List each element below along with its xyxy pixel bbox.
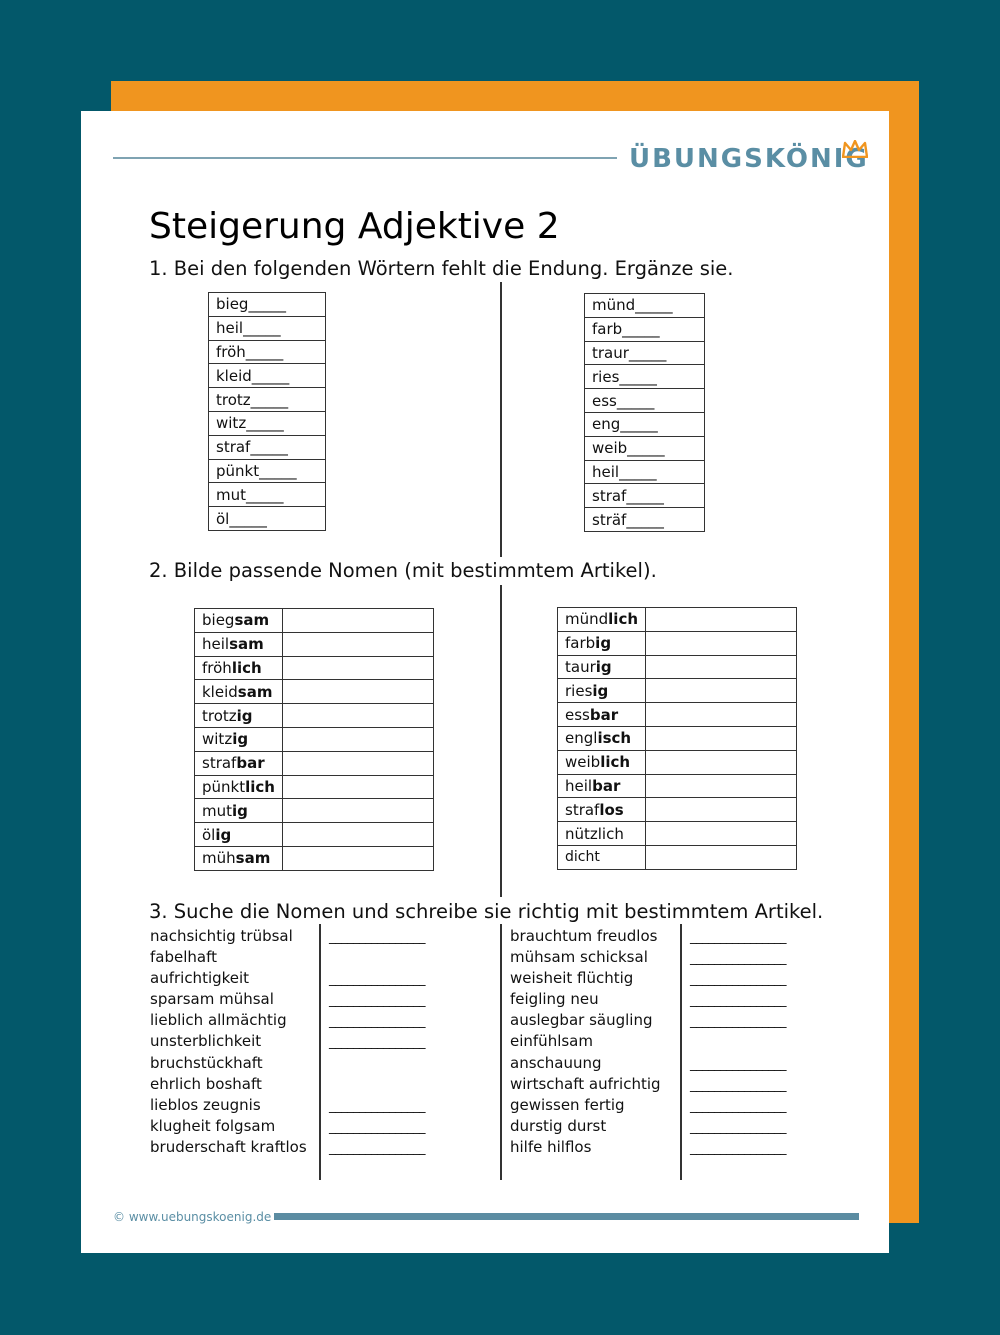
word-stem-cell[interactable]: ries_____ — [585, 365, 705, 389]
word-stem-cell[interactable]: witz_____ — [209, 411, 326, 435]
adjective-stem: heil — [202, 635, 230, 654]
table-row — [195, 656, 434, 680]
table-row — [209, 435, 326, 459]
answer-cell[interactable] — [646, 822, 797, 846]
adjective-cell — [195, 775, 283, 799]
word-stem-cell[interactable]: münd_____ — [585, 294, 705, 318]
adjective-stem: müh — [202, 849, 236, 868]
answer-row — [329, 1116, 425, 1137]
table-row — [209, 388, 326, 412]
word-pair: bruderschaft kraftlos — [150, 1137, 307, 1156]
adjective-suffix: ig — [232, 801, 248, 820]
answer-blank[interactable]: ________________ — [329, 1035, 425, 1051]
table-row — [209, 411, 326, 435]
adjective-suffix: ig — [232, 730, 249, 749]
answer-cell[interactable] — [646, 774, 797, 798]
word-stem-cell[interactable]: heil_____ — [209, 316, 326, 340]
answer-cell[interactable] — [646, 703, 797, 727]
answer-cell[interactable] — [282, 632, 433, 656]
adjective-stem: ess — [565, 705, 590, 724]
answer-row — [329, 1137, 425, 1158]
table-row — [558, 822, 797, 846]
word-pair: sparsam mühsal — [150, 990, 274, 1009]
answer-row — [329, 968, 425, 989]
word-pair: unsterblichkeit — [150, 1032, 262, 1051]
answer-row — [690, 1095, 786, 1116]
adjective-suffix: ig — [236, 706, 253, 725]
table-row — [558, 631, 797, 655]
word-stem-cell[interactable]: weib_____ — [585, 436, 705, 460]
task3-left-blanks — [329, 926, 425, 1158]
adjective-suffix: ig — [595, 634, 612, 653]
table-row — [558, 655, 797, 679]
answer-row — [329, 989, 425, 1010]
answer-cell[interactable] — [646, 798, 797, 822]
answer-cell[interactable] — [282, 609, 433, 633]
answer-row — [329, 926, 425, 947]
table-row — [195, 823, 434, 847]
adjective-cell — [558, 798, 646, 822]
adjective-stem: kleid — [202, 682, 238, 701]
adjective-cell — [558, 703, 646, 727]
adjective-cell — [558, 774, 646, 798]
word-stem-cell[interactable]: straf_____ — [209, 435, 326, 459]
task2-instruction: 2. Bilde passende Nomen (mit bestimmtem Artikel). — [149, 559, 657, 582]
column-divider — [319, 924, 321, 1180]
header-divider — [113, 157, 617, 159]
answer-cell[interactable] — [282, 680, 433, 704]
table-row — [209, 364, 326, 388]
table-row — [585, 294, 705, 318]
answer-blank[interactable]: ________________ — [690, 972, 786, 988]
adjective-stem: farb — [565, 634, 596, 653]
answer-cell[interactable] — [646, 750, 797, 774]
answer-blank[interactable]: ________________ — [329, 1014, 425, 1030]
task1-left-table — [208, 292, 326, 531]
answer-blank[interactable]: ________________ — [690, 1014, 786, 1030]
footer-bar — [274, 1213, 859, 1220]
adjective-stem: straf — [202, 754, 237, 773]
answer-row — [329, 1074, 425, 1095]
answer-row — [690, 1137, 786, 1158]
table-row — [195, 751, 434, 775]
worksheet — [81, 111, 889, 1253]
word-stem-cell[interactable]: sträf_____ — [585, 508, 705, 532]
answer-row — [690, 968, 786, 989]
answer-cell[interactable] — [282, 846, 433, 870]
table-row — [195, 609, 434, 633]
answer-row — [690, 1074, 786, 1095]
task1-right-table — [584, 293, 705, 532]
word-stem-cell[interactable]: trotz_____ — [209, 388, 326, 412]
adjective-cell — [558, 631, 646, 655]
word-pair: lieblos zeugnis — [150, 1095, 261, 1114]
answer-blank[interactable]: ________________ — [690, 951, 786, 967]
adjective-stem: münd — [565, 610, 609, 629]
word-stem-cell[interactable]: traur_____ — [585, 341, 705, 365]
adjective-stem: engl — [565, 729, 598, 748]
word-stem-cell[interactable]: ess_____ — [585, 389, 705, 413]
adjective-cell — [195, 680, 283, 704]
adjective-suffix: bar — [589, 705, 619, 724]
table-row — [585, 317, 705, 341]
adjective-suffix: sam — [229, 635, 264, 654]
answer-blank[interactable]: ________________ — [329, 1098, 425, 1114]
answer-cell[interactable] — [282, 775, 433, 799]
table-row — [209, 340, 326, 364]
word-pair: lieblich allmächtig — [150, 1011, 287, 1030]
word-stem-cell[interactable]: heil_____ — [585, 460, 705, 484]
answer-cell[interactable] — [646, 608, 797, 632]
adjective-suffix: bar — [236, 754, 265, 773]
word-stem-cell[interactable]: pünkt_____ — [209, 459, 326, 483]
answer-blank[interactable]: ________________ — [690, 1098, 786, 1114]
adjective-cell — [195, 704, 283, 728]
adjective-suffix: lich — [600, 753, 631, 772]
answer-cell[interactable] — [646, 679, 797, 703]
answer-cell[interactable] — [282, 799, 433, 823]
adjective-stem: nützlich — [565, 824, 624, 843]
adjective-stem: fröh — [202, 658, 232, 677]
adjective-stem: dicht — [565, 849, 600, 866]
table-row — [195, 727, 434, 751]
answer-row — [690, 1031, 786, 1052]
adjective-cell — [195, 799, 283, 823]
adjective-suffix: sam — [235, 849, 271, 868]
word-pair: klugheit folgsam — [150, 1116, 276, 1135]
adjective-cell — [195, 823, 283, 847]
table-row — [585, 460, 705, 484]
word-pair: bruchstückhaft — [150, 1053, 263, 1072]
answer-row — [329, 1053, 425, 1074]
answer-cell[interactable] — [282, 727, 433, 751]
word-stem-cell[interactable]: öl_____ — [209, 507, 326, 531]
task3-right-words — [510, 926, 661, 1158]
word-pair: anschauung — [510, 1053, 602, 1072]
adjective-cell — [195, 846, 283, 870]
brand-logo: ÜBUNGSKÖNIG — [629, 144, 869, 174]
answer-row — [690, 989, 786, 1010]
answer-row — [329, 1010, 425, 1031]
answer-row — [329, 1095, 425, 1116]
word-pair: hilfe hilflos — [510, 1137, 592, 1156]
word-pair: mühsam schicksal — [510, 948, 648, 967]
answer-blank[interactable]: ________________ — [690, 1077, 786, 1093]
table-row — [195, 632, 434, 656]
answer-blank[interactable]: ________________ — [690, 1119, 786, 1135]
word-pair: aufrichtigkeit — [150, 969, 250, 988]
word-pair: weisheit flüchtig — [510, 969, 634, 988]
table-row — [558, 750, 797, 774]
adjective-suffix: lich — [231, 658, 262, 677]
answer-blank[interactable]: ________________ — [329, 1119, 425, 1135]
answer-cell[interactable] — [646, 655, 797, 679]
table-row — [585, 412, 705, 436]
crown-icon — [842, 140, 868, 158]
word-pair: gewissen fertig — [510, 1095, 625, 1114]
adjective-stem: taur — [565, 657, 596, 676]
adjective-stem: öl — [202, 825, 216, 844]
word-pair: einfühlsam — [510, 1032, 593, 1051]
table-row — [209, 483, 326, 507]
adjective-cell — [195, 609, 283, 633]
adjective-stem: pünkt — [202, 777, 246, 796]
footer-url: © www.uebungskoenig.de — [113, 1210, 272, 1224]
adjective-cell — [558, 726, 646, 750]
answer-cell[interactable] — [646, 845, 797, 869]
word-pair: feigling neu — [510, 990, 599, 1009]
table-row — [195, 704, 434, 728]
column-divider — [500, 585, 502, 897]
adjective-cell — [195, 632, 283, 656]
adjective-stem: straf — [565, 800, 600, 819]
word-pair: ehrlich boshaft — [150, 1074, 262, 1093]
table-row — [195, 799, 434, 823]
answer-row — [690, 1053, 786, 1074]
column-divider — [500, 282, 502, 557]
column-divider — [500, 924, 502, 1180]
table-row — [585, 389, 705, 413]
answer-cell[interactable] — [282, 751, 433, 775]
answer-cell[interactable] — [282, 823, 433, 847]
answer-row — [329, 1031, 425, 1052]
word-stem-cell[interactable]: fröh_____ — [209, 340, 326, 364]
table-row — [209, 293, 326, 317]
answer-row — [690, 926, 786, 947]
answer-blank[interactable]: ________________ — [690, 1056, 786, 1072]
answer-row — [329, 947, 425, 968]
table-row — [558, 703, 797, 727]
adjective-suffix: ig — [595, 657, 612, 676]
table-row — [558, 845, 797, 869]
adjective-suffix: bar — [592, 776, 621, 795]
answer-row — [690, 947, 786, 968]
word-stem-cell[interactable]: mut_____ — [209, 483, 326, 507]
task1-instruction: 1. Bei den folgenden Wörtern fehlt die Endung. Ergänze sie. — [149, 257, 734, 280]
word-stem-cell[interactable]: farb_____ — [585, 317, 705, 341]
adjective-suffix: isch — [597, 729, 632, 748]
adjective-suffix: ig — [592, 681, 609, 700]
answer-cell[interactable] — [282, 704, 433, 728]
adjective-stem: bieg — [202, 611, 235, 630]
table-row — [209, 507, 326, 531]
adjective-suffix: los — [599, 800, 624, 819]
answer-blank[interactable]: ________________ — [329, 930, 425, 945]
task2-right-table — [557, 607, 797, 870]
table-row — [195, 775, 434, 799]
word-pair: durstig durst — [510, 1116, 607, 1135]
adjective-stem: heil — [565, 776, 593, 795]
answer-blank[interactable]: ________________ — [690, 930, 786, 945]
answer-blank[interactable]: ________________ — [329, 993, 425, 1009]
adjective-suffix: lich — [245, 777, 275, 796]
word-stem-cell[interactable]: bieg_____ — [209, 293, 326, 317]
word-stem-cell[interactable]: straf_____ — [585, 484, 705, 508]
adjective-suffix: ig — [215, 825, 232, 844]
adjective-cell — [558, 608, 646, 632]
table-row — [195, 846, 434, 870]
adjective-cell — [195, 727, 283, 751]
table-row — [585, 341, 705, 365]
table-row — [558, 608, 797, 632]
adjective-cell — [195, 751, 283, 775]
answer-blank[interactable]: ________________ — [329, 972, 425, 988]
adjective-cell — [558, 845, 646, 869]
table-row — [585, 484, 705, 508]
task3-left-words — [150, 926, 307, 1158]
page-title: Steigerung Adjektive 2 — [149, 206, 560, 247]
adjective-stem: witz — [202, 730, 233, 749]
adjective-stem: weib — [565, 753, 601, 772]
word-pair: wirtschaft aufrichtig — [510, 1074, 661, 1093]
word-pair: auslegbar säugling — [510, 1011, 653, 1030]
table-row — [558, 679, 797, 703]
adjective-cell — [558, 655, 646, 679]
table-row — [558, 774, 797, 798]
table-row — [585, 508, 705, 532]
task2-left-table — [194, 608, 434, 871]
table-row — [558, 726, 797, 750]
column-divider — [680, 924, 682, 1180]
adjective-suffix: lich — [608, 610, 639, 629]
answer-cell[interactable] — [282, 656, 433, 680]
adjective-suffix: sam — [237, 682, 273, 701]
table-row — [558, 798, 797, 822]
answer-row — [690, 1116, 786, 1137]
answer-blank[interactable]: ________________ — [690, 1140, 786, 1156]
answer-cell[interactable] — [646, 631, 797, 655]
adjective-suffix: sam — [234, 611, 270, 630]
answer-cell[interactable] — [646, 726, 797, 750]
adjective-stem: ries — [565, 681, 593, 700]
adjective-cell — [558, 822, 646, 846]
task3-instruction: 3. Suche die Nomen und schreibe sie richtig mit bestimmtem Artikel. — [149, 900, 824, 923]
table-row — [209, 459, 326, 483]
adjective-stem: trotz — [202, 706, 237, 725]
table-row — [209, 316, 326, 340]
adjective-stem: mut — [202, 801, 232, 820]
table-row — [585, 365, 705, 389]
word-stem-cell[interactable]: kleid_____ — [209, 364, 326, 388]
task3-right-blanks — [690, 926, 786, 1158]
adjective-cell — [195, 656, 283, 680]
table-row — [195, 680, 434, 704]
answer-blank[interactable]: ________________ — [690, 993, 786, 1009]
adjective-cell — [558, 750, 646, 774]
word-pair: nachsichtig trübsal — [150, 927, 293, 945]
adjective-cell — [558, 679, 646, 703]
answer-blank[interactable]: ________________ — [329, 1140, 425, 1156]
word-pair: brauchtum freudlos — [510, 927, 658, 945]
word-stem-cell[interactable]: eng_____ — [585, 412, 705, 436]
table-row — [585, 436, 705, 460]
answer-row — [690, 1010, 786, 1031]
word-pair: fabelhaft — [150, 948, 217, 967]
